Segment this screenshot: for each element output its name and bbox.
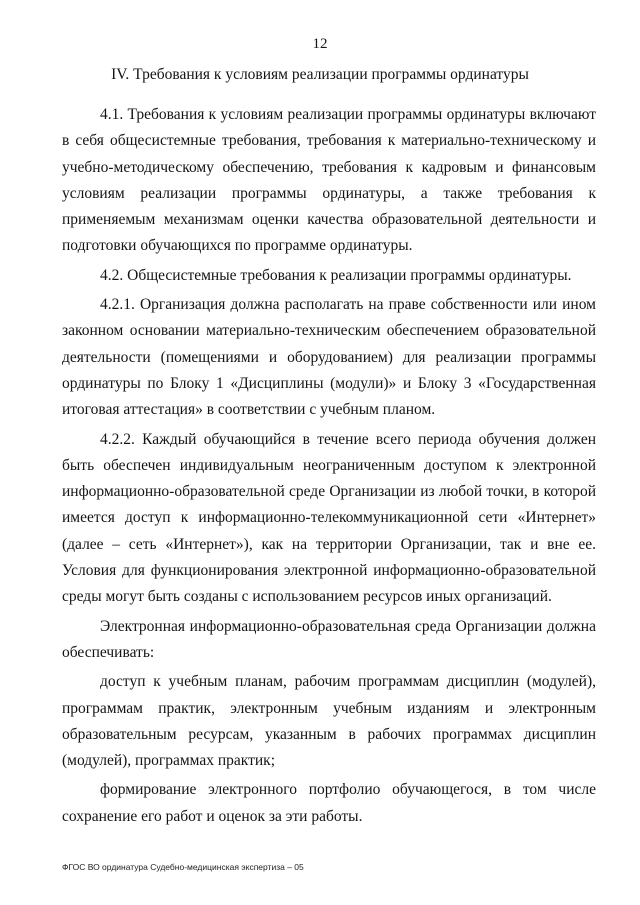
paragraph-4-2-2: 4.2.2. Каждый обучающийся в течение всего периода обучения должен быть обеспечен индивидуальным неограниченным доступом к электронной информационно-образовательной среде Организации из любой точки, в которой имеется доступ к информационно-телекоммуникационной сети «Интернет» (далее – сеть «Интернет»), как на территории Организации, так и вне ее. Условия для функционирования электронной информационно-образовательной среды могут быть созданы с использованием ресурсов иных организаций. (62, 430, 596, 606)
paragraph-access-list-item: доступ к учебным планам, рабочим программам дисциплин (модулей), программам практик, электронным учебным изданиям и электронным образовательным ресурсам, указанным в рабочих программах дисциплин (модулей), программах практик; (62, 673, 596, 770)
page-number: 12 (312, 36, 328, 52)
paragraph-eios-intro: Электронная информационно-образовательная среда Организации должна обеспечивать: (62, 617, 596, 661)
section-heading: IV. Требования к условиям реализации программы ординатуры (111, 66, 529, 83)
document-footer: ФГОС ВО ординатура Судебно-медицинская экспертиза – 05 (62, 862, 304, 872)
paragraph-portfolio-list-item: формирование электронного портфолио обучающегося, в том числе сохранение его работ и оценок за эти работы. (62, 781, 596, 825)
paragraph-4-2-1: 4.2.1. Организация должна располагать на праве собственности или ином законном основании материально-техническим обеспечением образовательной деятельности (помещениями и оборудованием) для реализации программы ординатуры по Блоку 1 «Дисциплины (модули)» и Блоку 3 «Государственная итоговая аттестация» в соответствии с учебным планом. (62, 296, 596, 419)
paragraph-4-1: 4.1. Требования к условиям реализации программы ординатуры включают в себя общесистемные требования, требования к материально-техническому и учебно-методическому обеспечению, требования к кадровым и финансовым условиям реализации программы ординатуры, а также требования к применяемым механизмам оценки качества образовательной деятельности и подготовки обучающихся по программе ординатуры. (62, 106, 596, 255)
paragraph-4-2: 4.2. Общесистемные требования к реализации программы ординатуры. (100, 266, 572, 284)
document-body (62, 102, 596, 833)
